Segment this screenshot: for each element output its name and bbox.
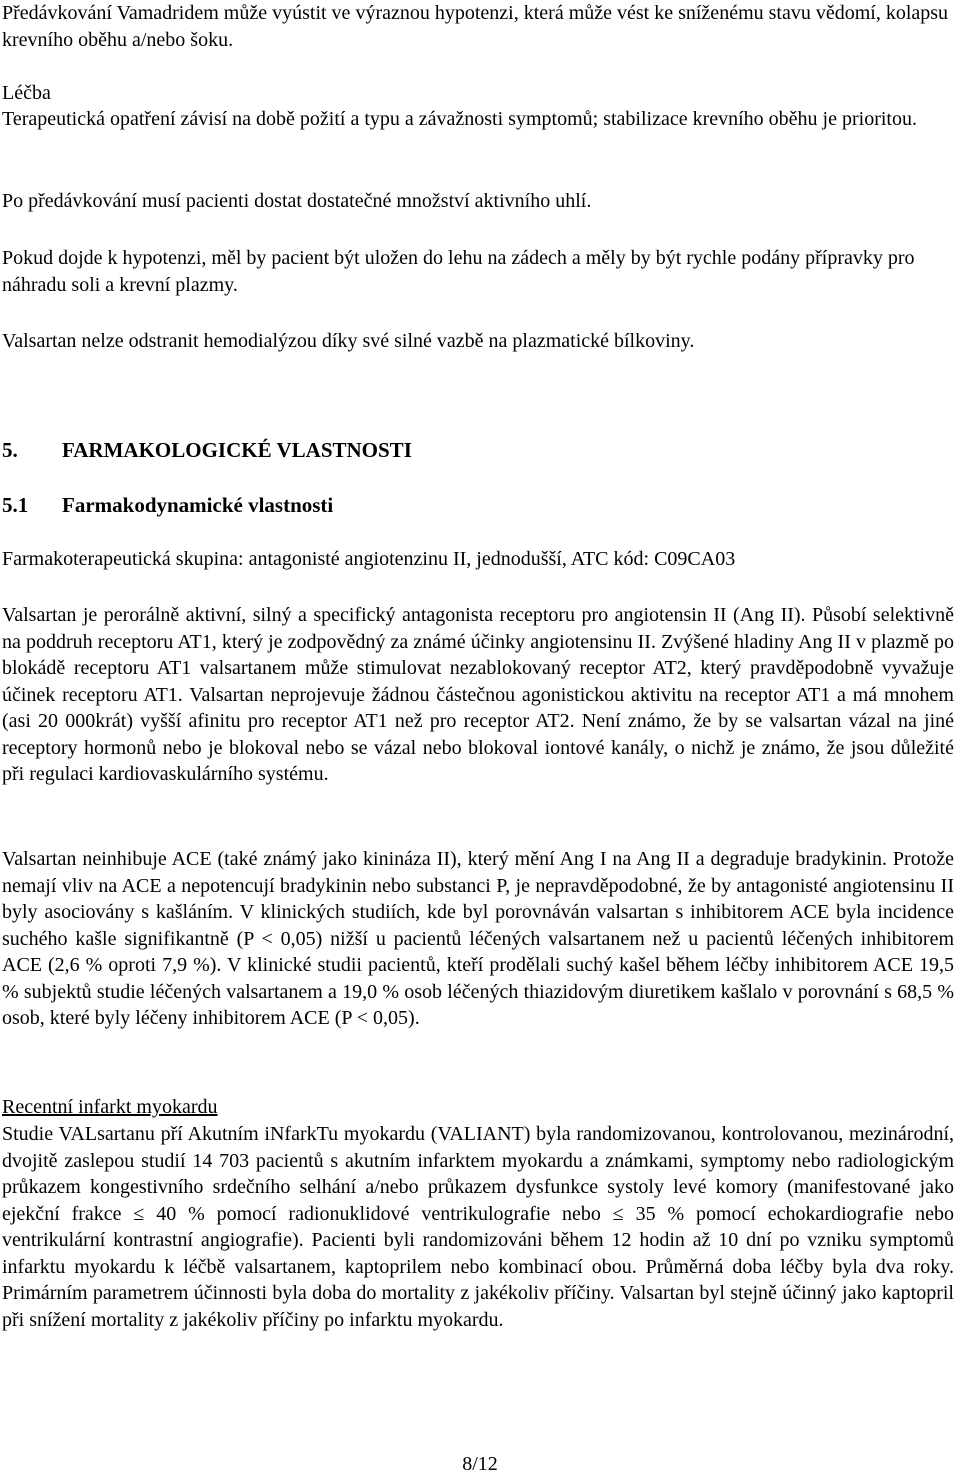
valiant-paragraph: Studie VALsartanu pří Akutním iNfarkTu myokardu (VALIANT) byla randomizovanou, kontrolovanou, mezinárodní, dvojitě zaslepou studií 14 703 pacientů s akutním infarktem myokardu a známkami, symptomy nebo radiologickým průkazem kongestivního srdečního selhání a/nebo průkazem dysfunkce systoly levé komory (manifestované jako ejekční frakce ≤ 40 % pomocí radionuklidové ventrikulografie nebo ≤ 35 % pomocí echokardiografie nebo ventrikulární kontrastní angiografie). Pacienti byli randomizováni během 12 hodin až 10 dní po vzniku symptomů infarktu myokardu k léčbě valsartanem, kaptoprilem nebo kombinací obou. Průměrná doba léčby byla dva roky. Primárním parametrem účinnosti byla doba do mortality z jakékoliv příčiny. Valsartan byl stejně účinný jako kaptopril při snížení mortality z jakékoliv příčiny po infarktu myokardu. <box>2 1123 954 1331</box>
mechanism-paragraph: Valsartan je perorálně aktivní, silný a specifický antagonista receptoru pro angiotensin II (Ang II). Působí selektivně na poddruh receptoru AT1, který je zodpovědný za známé účinky angiotensinu II. Zvýšené hladiny Ang II v plazmě po blokádě receptoru AT1 valsartanem může stimulovat nezablokovaný receptor AT2, který pravděpodobně vyvažuje účinek receptoru AT1. Valsartan neprojevuje žádnou částečnou agonistickou aktivitu na receptor AT1 a má mnohem (asi 20 000krát) vyšší afinitu pro receptor AT1 než pro receptor AT2. Není známo, že by se valsartan vázal na jiné receptory hormonů nebo je blokoval nebo se vázal nebo blokoval iontové kanály, o nichž je známo, že jsou důležité při regulaci kardiovaskulárního systému. <box>2 604 954 785</box>
charcoal-paragraph: Po předávkování musí pacienti dostat dostatečné množství aktivního uhlí. <box>2 190 592 212</box>
section-5-heading <box>2 437 412 463</box>
myocardial-infarction-title: Recentní infarkt myokardu <box>2 1096 218 1118</box>
section-5-title: FARMAKOLOGICKÉ VLASTNOSTI <box>62 438 412 462</box>
ace-paragraph: Valsartan neinhibuje ACE (také známý jako kininázа II), který mění Ang I na Ang II a degraduje bradykinin. Protože nemají vliv na ACE a nepotencují bradykinin nebo substanci P, je nepravděpodobné, že by antagonisté angiotensinu II byly asociovány s kašláním. V klinických studiích, kde byl porovnáván valsartan s inhibitorem ACE byla incidence suchého kašle signifikantně (P < 0,05) nižší u pacientů léčených valsartanem než u pacientů léčených inhibitorem ACE (2,6 % oproti 7,9 %). V klinické studii pacientů, kteří prodělali suchý kašel během léčby inhibitorem ACE 19,5 % subjektů studie léčených valsartanem a 19,0 % osob léčených thiazidovým diuretikem kašlalo v porovnání s 68,5 % osob, které byly léčeny inhibitorem ACE (P < 0,05). <box>2 848 954 1029</box>
section-5-1-heading <box>2 492 333 518</box>
treatment-title: Léčba <box>2 82 51 104</box>
section-5-1-number: 5.1 <box>2 493 29 517</box>
hemodialysis-paragraph: Valsartan nelze odstranit hemodialýzou díky své silné vazbě na plazmatické bílkoviny. <box>2 330 695 352</box>
treatment-paragraph: Terapeutická opatření závisí na době požití a typu a závažnosti symptomů; stabilizace krevního oběhu je prioritou. <box>2 108 917 130</box>
page-number: 8/12 <box>462 1453 498 1475</box>
hypotension-paragraph: Pokud dojde k hypotenzi, měl by pacient být uložen do lehu na zádech a měly by být rychle podány přípravky pro náhradu soli a krevní plazmy. <box>2 247 915 296</box>
atc-code-line: Farmakoterapeutická skupina: antagonisté angiotenzinu II, jednodušší, ATC kód: C09CA03 <box>2 548 736 570</box>
overdose-paragraph: Předávkování Vamadridem může vyústit ve výraznou hypotenzi, která může vést ke sníženému stavu vědomí, kolapsu krevního oběhu a/nebo šoku. <box>2 2 949 51</box>
section-5-number: 5. <box>2 438 18 462</box>
section-5-1-title: Farmakodynamické vlastnosti <box>62 493 334 517</box>
